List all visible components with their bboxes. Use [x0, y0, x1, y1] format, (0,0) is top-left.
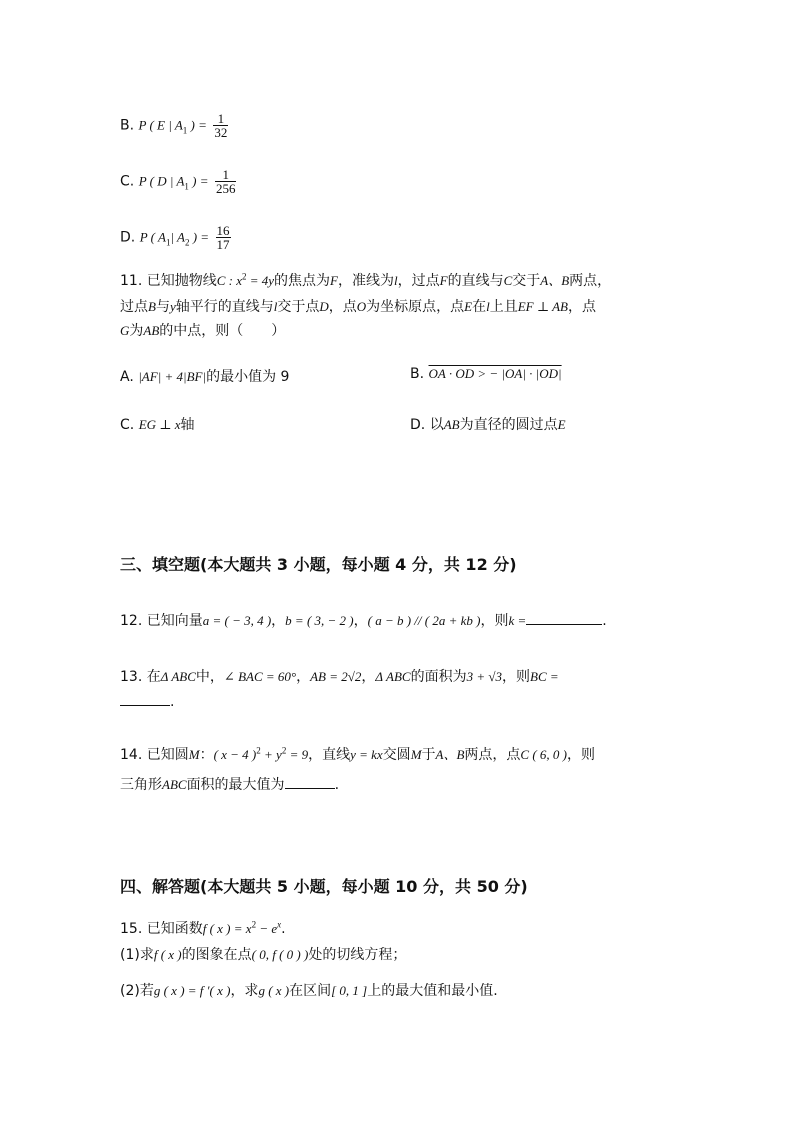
q11-line-3: G为AB的中点，则（ ）: [120, 323, 286, 339]
section-heading-4: 四、解答题(本大题共 5 小题，每小题 10 分，共 50 分): [120, 877, 528, 896]
q11-option-b: B. OA · OD > − |OA| · |OD|: [410, 366, 562, 382]
q14-line-1: 14. 已知圆M：( x − 4 )$^2 + y^2 = 9$，直线y = kx交圆M于A、B两点，点C ( 6, 0 )，则: [120, 745, 596, 763]
q10-option-c: C. P ( D | $A_1$ ) = $\frac{1}{256}$: [120, 167, 236, 196]
q10-option-b: B. P ( E | $A_1$ ) = $\frac{1}{32}$: [120, 111, 228, 140]
fraction: $\frac{16}{17}$: [216, 223, 230, 252]
q11-option-a: A. |AF| + 4|BF|的最小值为 9: [120, 369, 290, 385]
q15-line-1: 15. 已知函数f ( x ) = $x^2 - e^x$.: [120, 919, 286, 937]
q15-part-2: (2)若g ( x ) = f ′( x )，求g ( x )在区间[ 0, 1 ]上的最大值和最小值.: [120, 983, 498, 999]
answer-blank[interactable]: [285, 788, 335, 789]
q15-part-1: (1)求f ( x )的图象在点( 0, f ( 0 ) )处的切线方程；: [120, 947, 407, 963]
section-heading-3: 三、填空题(本大题共 3 小题，每小题 4 分，共 12 分): [120, 555, 517, 574]
q10-option-d: D. P ( $A_1|$ $A_2$ ) = $\frac{16}{17}$: [120, 223, 230, 252]
q12: 12. 已知向量a = ( − 3, 4 )，b = ( 3, − 2 )，( a − b ) // ( 2a + kb )，则k = .: [120, 613, 607, 629]
q14-line-2: 三角形ABC面积的最大值为 .: [120, 777, 340, 793]
q11-line-1: 11. 已知抛物线C : $x^2 = 4y$的焦点为F，准线为l，过点F的直线与C交于A、B两点，: [120, 271, 612, 289]
fraction: $\frac{1}{256}$: [215, 167, 236, 196]
q11-option-c: C. EG ⊥ x轴: [120, 417, 195, 433]
answer-blank[interactable]: [526, 624, 602, 625]
q11-line-2: 过点B与y轴平行的直线与l交于点D，点O为坐标原点，点E在l上且EF ⊥ AB，点: [120, 299, 596, 315]
q13-line-2: .: [120, 694, 174, 710]
fraction: $\frac{1}{32}$: [214, 111, 228, 140]
q13-line-1: 13. 在Δ ABC中，∠ BAC = 60°，AB = 2√2，Δ ABC的面积为3 + √3，则BC =: [120, 669, 559, 685]
answer-blank[interactable]: [120, 705, 170, 706]
q11-option-d: D. 以AB为直径的圆过点E: [410, 417, 566, 433]
